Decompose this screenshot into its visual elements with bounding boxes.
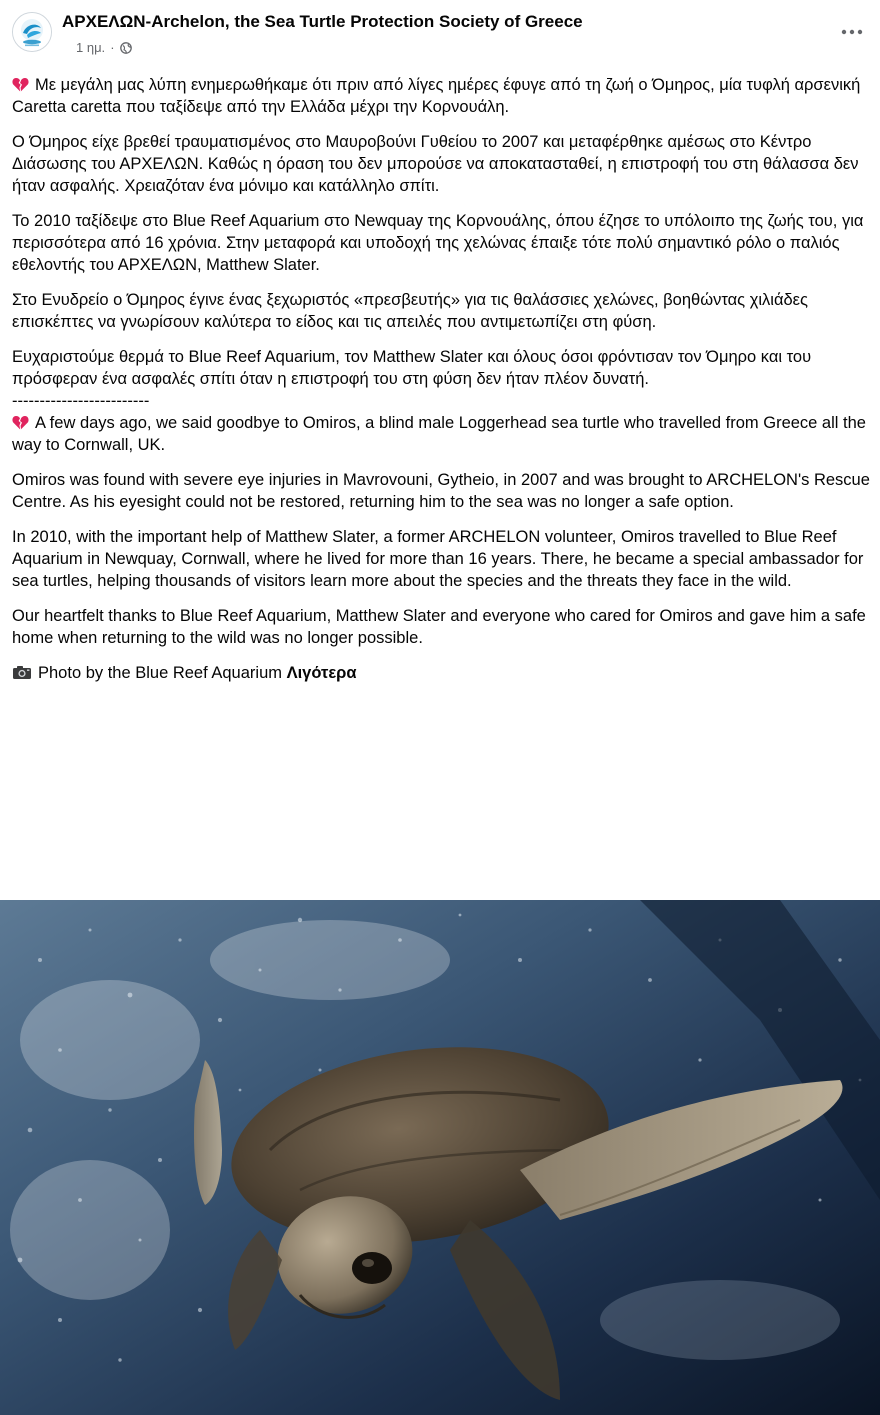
paragraph-english-4: Our heartfelt thanks to Blue Reef Aquarium, Matthew Slater and everyone who cared for Omiros and gave him a safe home when returning to the wild was no longer possible. [12,607,866,647]
archelon-logo-icon [13,13,51,51]
see-less-link[interactable]: Λιγότερα [286,664,357,682]
turtle-photo-image [0,900,880,1415]
post-text [12,74,874,697]
page-avatar[interactable] [12,12,52,52]
paragraph-greek-4: Στο Ενυδρείο ο Όμηρος έγινε ένας ξεχωριστός «πρεσβευτής» για τις θαλάσσιες χελώνες, βοηθώντας χιλιάδες επισκέπτες να γνωρίσουν καλύτερα το είδος και τις απειλές που αντιμετωπίζει στη φύση. [12,291,808,331]
more-options-button[interactable] [840,22,864,42]
post-timestamp[interactable]: 1 ημ. [76,40,106,55]
camera-icon [12,664,32,679]
more-dots-icon [841,29,863,35]
broken-heart-icon [12,414,29,429]
paragraph-english-1 [12,412,874,456]
paragraph-greek-1 [12,74,874,118]
broken-heart-icon [12,76,29,91]
paragraph-greek-2: Ο Όμηρος είχε βρεθεί τραυματισμένος στο Μαυροβούνι Γυθείου το 2007 και μεταφέρθηκε αμέσως στο Κέντρο Διάσωσης του ΑΡΧΕΛΩΝ. Καθώς η όραση του δεν μπορούσε να αποκατασταθεί, η επιστροφή του στη θάλασσα δεν ήταν ασφαλής. Χρειαζόταν ένα μόνιμο και κατάλληλο σπίτι. [12,133,859,195]
paragraph-greek-5: Ευχαριστούμε θερμά το Blue Reef Aquarium, τον Matthew Slater και όλους όσοι φρόντισαν τον Όμηρο και του πρόσφεραν ένα ασφαλές σπίτι όταν η επιστροφή του στη φύση δεν ήταν πλέον δυνατή. [12,348,812,388]
paragraph-text: Με μεγάλη μας λύπη ενημερωθήκαμε ότι πριν από λίγες ημέρες έφυγε από τη ζωή ο Όμηρος, μία τυφλή αρσενική Caretta caretta που ταξίδεψε από την Ελλάδα μέχρι την Κορνουάλη. [12,76,861,116]
post-photo[interactable] [0,900,880,1415]
globe-icon[interactable] [120,42,132,54]
paragraph-greek-3: Το 2010 ταξίδεψε στο Blue Reef Aquarium στο Newquay της Κορνουάλης, όπου έζησε το υπόλοιπο της ζωής του, για περισσότερα από 16 χρόνια. Στην μεταφορά και υποδοχή της χελώνας έπαιξε τότε πολύ σημαντικό ρόλο ο παλιός εθελοντής του ΑΡΧΕΛΩΝ, Matthew Slater. [12,212,864,274]
meta-separator: · [110,40,115,55]
text-divider: ------------------------- [12,392,150,410]
photo-credit-line [12,662,874,684]
post-header [0,0,880,64]
paragraph-text: A few days ago, we said goodbye to Omiros, a blind male Loggerhead sea turtle who travelled from Greece all the way to Cornwall, UK. [12,414,866,454]
post-meta [76,40,132,55]
paragraph-english-3: In 2010, with the important help of Matthew Slater, a former ARCHELON volunteer, Omiros travelled to Blue Reef Aquarium in Newquay, Cornwall, where he lived for more than 16 years. There, he became a special ambassador for sea turtles, helping thousands of visitors learn more about the species and the threats they face in the wild. [12,528,864,590]
photo-credit-text: Photo by the Blue Reef Aquarium [38,664,282,682]
page-name-link[interactable]: ΑΡΧΕΛΩΝ-Archelon, the Sea Turtle Protection Society of Greece [62,12,583,31]
paragraph-english-2: Omiros was found with severe eye injuries in Mavrovouni, Gytheio, in 2007 and was brought to ARCHELON's Rescue Centre. As his eyesight could not be restored, returning him to the sea was no longer a safe option. [12,471,870,511]
